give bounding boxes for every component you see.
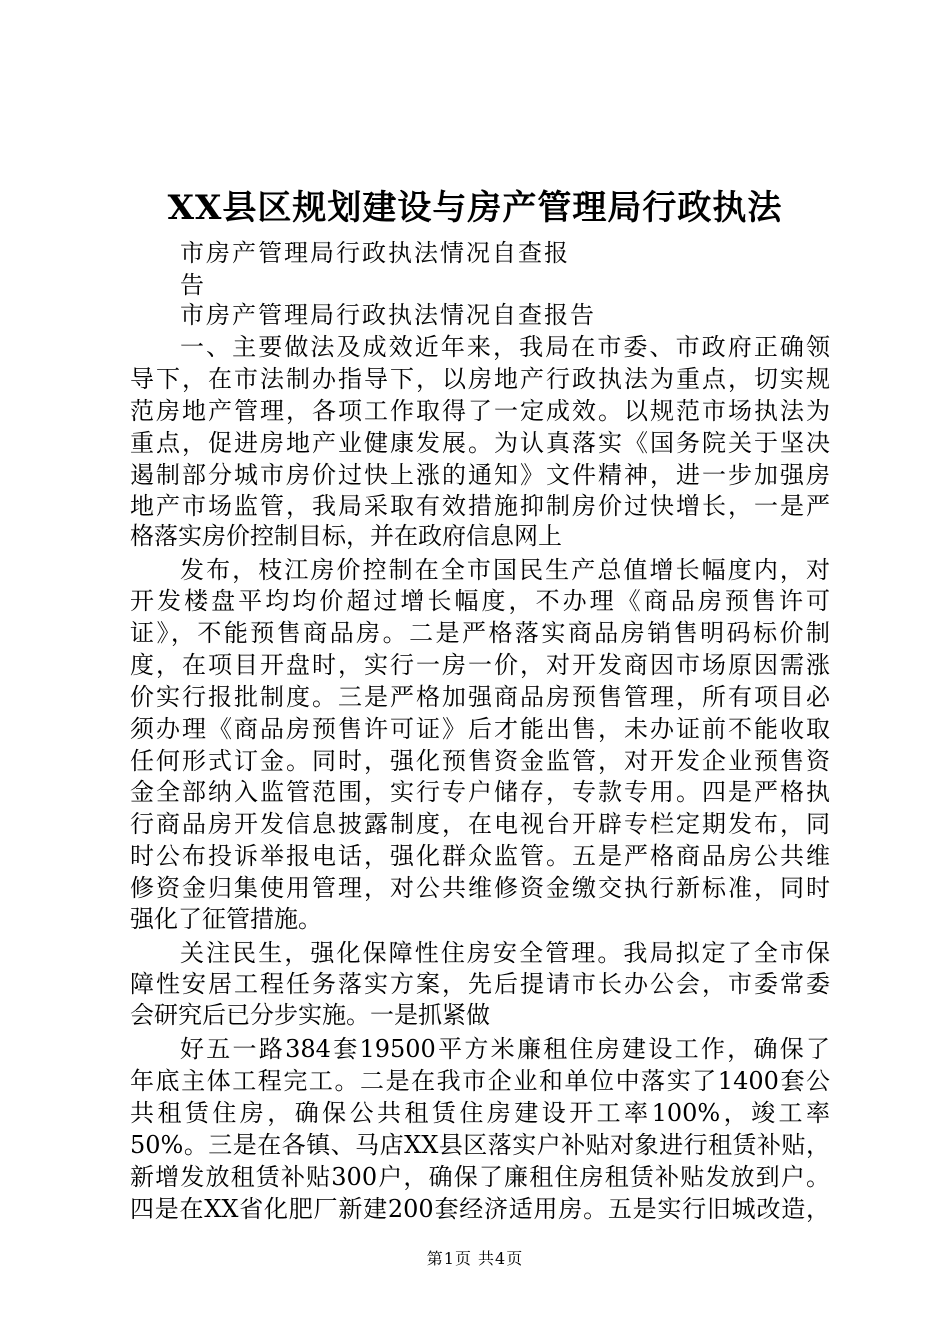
text-line: 强化了征管措施。 bbox=[130, 905, 322, 933]
text-line: 度，在项目开盘时，实行一房一价，对开发商因市场原因需涨 bbox=[130, 651, 830, 679]
text-line: 关注民生，强化保障性住房安全管理。我局拟定了全市保 bbox=[180, 939, 830, 967]
text-line: 好五一路384套19500平方米廉租住房建设工作，确保了 bbox=[180, 1035, 830, 1063]
text-line: 价实行报批制度。三是严格加强商品房预售管理，所有项目必 bbox=[130, 683, 830, 711]
text-line: 一、主要做法及成效近年来，我局在市委、市政府正确领 bbox=[180, 333, 830, 361]
text-line: 50%。三是在各镇、马店XX县区落实户补贴对象进行租赁补贴， bbox=[130, 1131, 830, 1159]
report-heading: 市房产管理局行政执法情况自查报告 bbox=[180, 301, 596, 329]
subtitle-line-1: 市房产管理局行政执法情况自查报 bbox=[180, 239, 570, 267]
text-line: 遏制部分城市房价过快上涨的通知》文件精神，进一步加强房 bbox=[130, 461, 830, 489]
text-line: 发布，枝江房价控制在全市国民生产总值增长幅度内，对 bbox=[180, 556, 830, 584]
text-line: 年底主体工程完工。二是在我市企业和单位中落实了1400套公 bbox=[130, 1067, 830, 1095]
text-line: 范房地产管理，各项工作取得了一定成效。以规范市场执法为 bbox=[130, 397, 830, 425]
text-line: 障性安居工程任务落实方案，先后提请市长办公会，市委常委 bbox=[130, 970, 830, 998]
text-line: 格落实房价控制目标，并在政府信息网上 bbox=[130, 522, 562, 550]
page-title: XX县区规划建设与房产管理局行政执法 bbox=[167, 188, 783, 228]
text-line: 证》，不能预售商品房。二是严格落实商品房销售明码标价制 bbox=[130, 619, 830, 647]
text-line: 时公布投诉举报电话，强化群众监管。五是严格商品房公共维 bbox=[130, 842, 830, 870]
text-line: 新增发放租赁补贴300户，确保了廉租住房租赁补贴发放到户。 bbox=[130, 1163, 830, 1191]
text-line: 会研究后已分步实施。一是抓紧做 bbox=[130, 1001, 490, 1029]
text-line: 导下，在市法制办指导下，以房地产行政执法为重点，切实规 bbox=[130, 365, 830, 393]
page-footer: 第1页 共4页 bbox=[426, 1249, 524, 1268]
text-line: 地产市场监管，我局采取有效措施抑制房价过快增长，一是严 bbox=[130, 492, 830, 520]
text-line: 开发楼盘平均均价超过增长幅度，不办理《商品房预售许可 bbox=[130, 587, 830, 615]
text-line: 共租赁住房，确保公共租赁住房建设开工率100%，竣工率 bbox=[130, 1099, 830, 1127]
text-line: 四是在XX省化肥厂新建200套经济适用房。五是实行旧城改造， bbox=[130, 1195, 830, 1223]
text-line: 任何形式订金。同时，强化预售资金监管，对开发企业预售资 bbox=[130, 747, 830, 775]
text-line: 修资金归集使用管理，对公共维修资金缴交执行新标准，同时 bbox=[130, 874, 830, 902]
text-line: 行商品房开发信息披露制度，在电视台开辟专栏定期发布，同 bbox=[130, 810, 830, 838]
text-line: 重点，促进房地产业健康发展。为认真落实《国务院关于坚决 bbox=[130, 429, 830, 457]
text-line: 金全部纳入监管范围，实行专户储存，专款专用。四是严格执 bbox=[130, 778, 830, 806]
subtitle-line-2: 告 bbox=[180, 271, 206, 299]
text-line: 须办理《商品房预售许可证》后才能出售，未办证前不能收取 bbox=[130, 715, 830, 743]
